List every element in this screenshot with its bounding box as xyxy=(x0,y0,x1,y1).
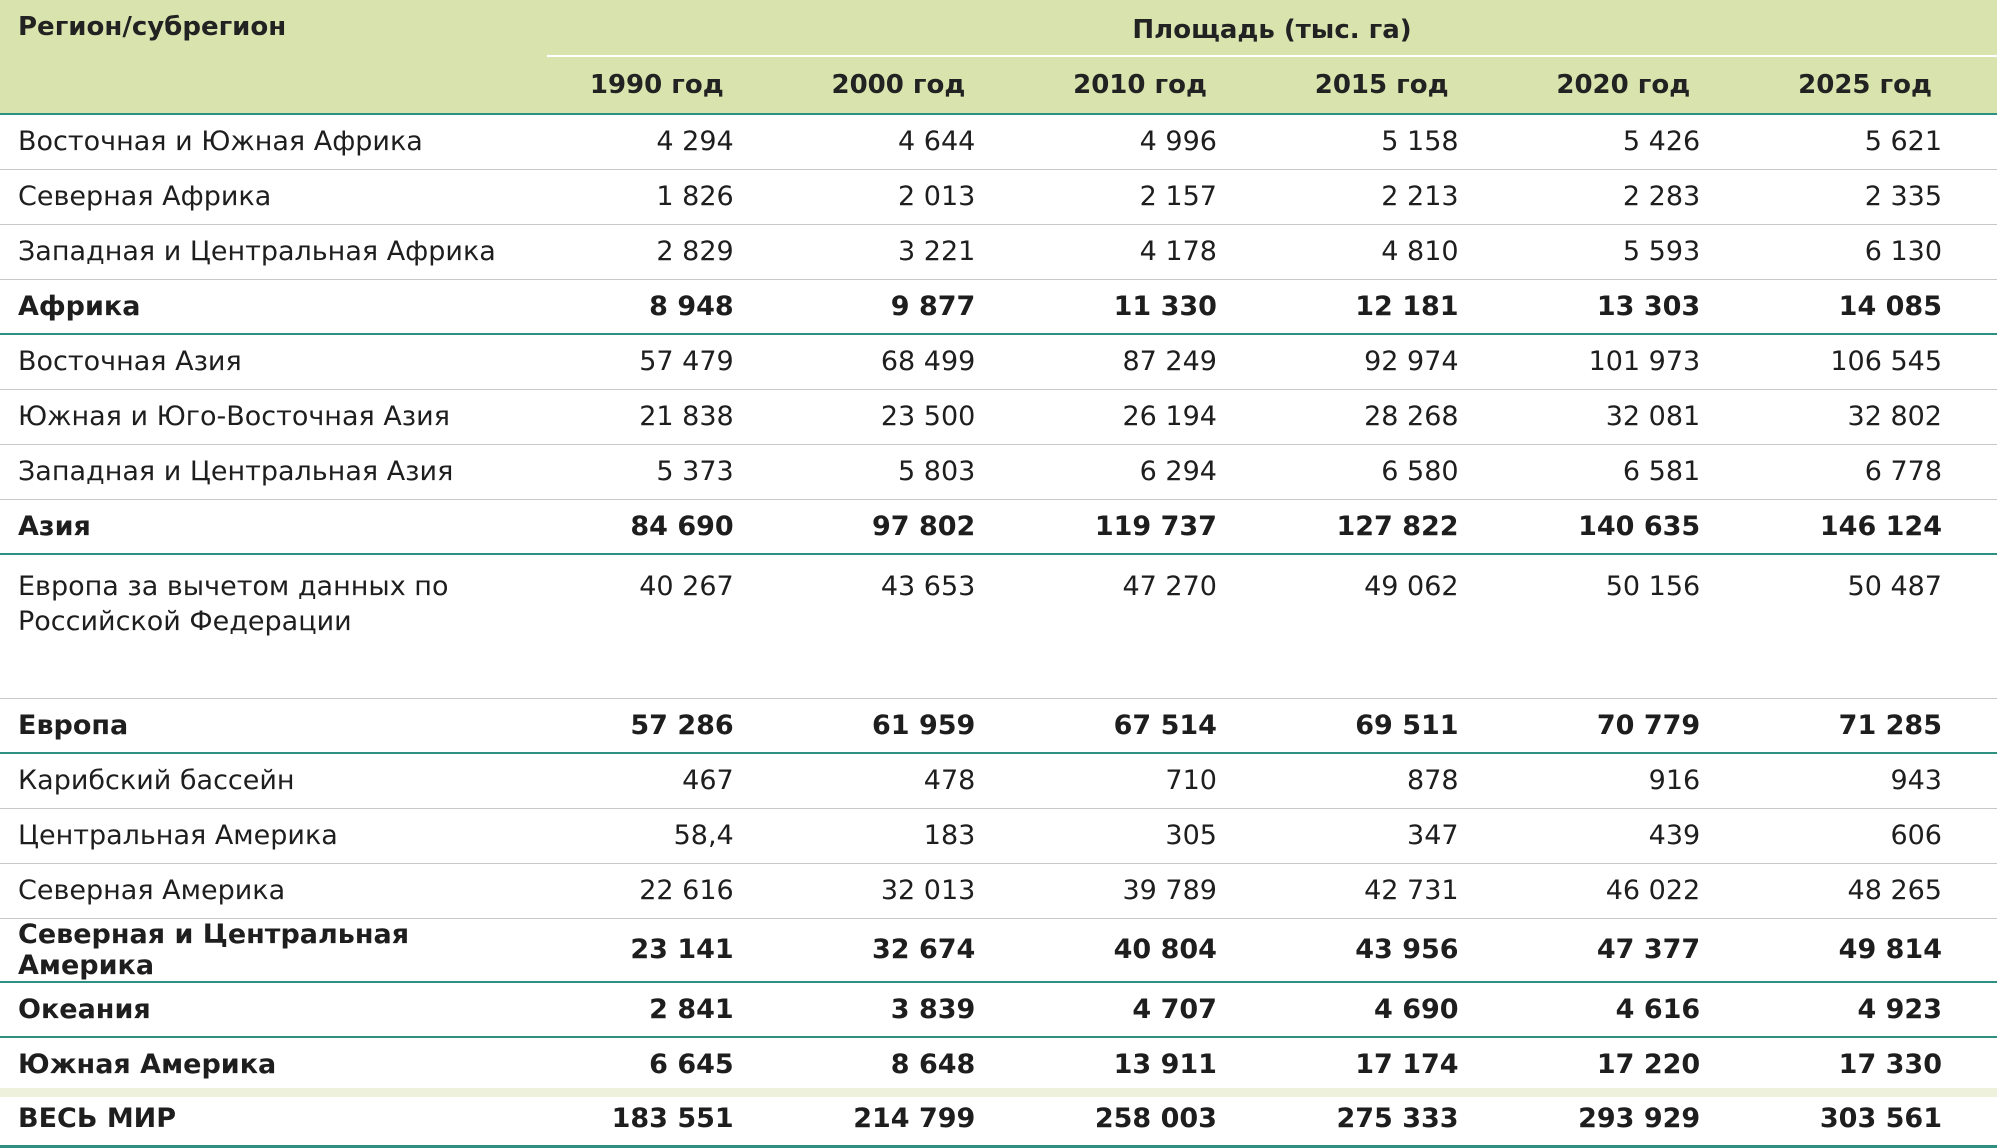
table-header xyxy=(0,0,1997,114)
area-value-cell: 4 178 xyxy=(1030,224,1272,279)
area-value-cell: 8 648 xyxy=(789,1037,1031,1092)
year-header: 2000 год xyxy=(789,56,1031,114)
area-group-header xyxy=(547,0,1997,56)
area-value-cell: 943 xyxy=(1755,753,1997,808)
region-name-cell: Африка xyxy=(0,279,547,334)
area-value-cell: 5 426 xyxy=(1514,114,1756,169)
area-value-cell: 50 487 xyxy=(1755,554,1997,698)
area-value-cell: 57 286 xyxy=(547,698,789,753)
area-value-cell: 146 124 xyxy=(1755,499,1997,554)
region-name-cell: Восточная Азия xyxy=(0,334,547,389)
area-value-cell: 23 141 xyxy=(547,918,789,982)
area-value-cell: 2 213 xyxy=(1272,169,1514,224)
area-value-cell: 347 xyxy=(1272,808,1514,863)
area-value-cell: 183 xyxy=(789,808,1031,863)
table-row xyxy=(0,863,1997,918)
area-value-cell: 275 333 xyxy=(1272,1092,1514,1147)
area-value-cell: 6 778 xyxy=(1755,444,1997,499)
area-value-cell: 92 974 xyxy=(1272,334,1514,389)
table-row xyxy=(0,753,1997,808)
total-row xyxy=(0,499,1997,554)
area-value-cell: 2 283 xyxy=(1514,169,1756,224)
area-value-cell: 87 249 xyxy=(1030,334,1272,389)
area-value-cell: 49 814 xyxy=(1755,918,1997,982)
table-body xyxy=(0,114,1997,1147)
table-row xyxy=(0,169,1997,224)
total-row xyxy=(0,279,1997,334)
area-value-cell: 32 013 xyxy=(789,863,1031,918)
area-value-cell: 101 973 xyxy=(1514,334,1756,389)
region-name-cell: Восточная и Южная Африка xyxy=(0,114,547,169)
region-name-cell: Северная Америка xyxy=(0,863,547,918)
region-name-cell: Азия xyxy=(0,499,547,554)
area-value-cell: 32 081 xyxy=(1514,389,1756,444)
area-value-cell: 6 645 xyxy=(547,1037,789,1092)
area-value-cell: 303 561 xyxy=(1755,1092,1997,1147)
table-row xyxy=(0,389,1997,444)
area-value-cell: 5 373 xyxy=(547,444,789,499)
area-value-cell: 67 514 xyxy=(1030,698,1272,753)
year-header: 2010 год xyxy=(1030,56,1272,114)
area-value-cell: 42 731 xyxy=(1272,863,1514,918)
region-name-cell: Западная и Центральная Африка xyxy=(0,224,547,279)
region-name-cell: Южная и Юго-Восточная Азия xyxy=(0,389,547,444)
area-value-cell: 97 802 xyxy=(789,499,1031,554)
area-value-cell: 12 181 xyxy=(1272,279,1514,334)
table-row xyxy=(0,334,1997,389)
area-value-cell: 6 581 xyxy=(1514,444,1756,499)
area-value-cell: 2 335 xyxy=(1755,169,1997,224)
area-value-cell: 32 802 xyxy=(1755,389,1997,444)
area-value-cell: 68 499 xyxy=(789,334,1031,389)
area-value-cell: 2 829 xyxy=(547,224,789,279)
area-value-cell: 17 220 xyxy=(1514,1037,1756,1092)
area-value-cell: 710 xyxy=(1030,753,1272,808)
area-value-cell: 5 621 xyxy=(1755,114,1997,169)
area-value-cell: 23 500 xyxy=(789,389,1031,444)
area-value-cell: 70 779 xyxy=(1514,698,1756,753)
area-value-cell: 4 690 xyxy=(1272,982,1514,1037)
area-value-cell: 5 593 xyxy=(1514,224,1756,279)
area-value-cell: 258 003 xyxy=(1030,1092,1272,1147)
area-value-cell: 39 789 xyxy=(1030,863,1272,918)
area-value-cell: 2 841 xyxy=(547,982,789,1037)
table-row xyxy=(0,444,1997,499)
area-value-cell: 43 653 xyxy=(789,554,1031,698)
total-row xyxy=(0,982,1997,1037)
region-name-cell: Европа xyxy=(0,698,547,753)
area-value-cell: 46 022 xyxy=(1514,863,1756,918)
area-value-cell: 8 948 xyxy=(547,279,789,334)
area-value-cell: 61 959 xyxy=(789,698,1031,753)
area-value-cell: 26 194 xyxy=(1030,389,1272,444)
area-value-cell: 140 635 xyxy=(1514,499,1756,554)
area-value-cell: 1 826 xyxy=(547,169,789,224)
region-column-header: Регион/субрегион xyxy=(0,0,547,114)
region-name-cell: Карибский бассейн xyxy=(0,753,547,808)
region-name-cell: Европа за вычетом данных по Российской Федерации xyxy=(0,554,547,698)
area-value-cell: 84 690 xyxy=(547,499,789,554)
area-value-cell: 183 551 xyxy=(547,1092,789,1147)
area-value-cell: 4 996 xyxy=(1030,114,1272,169)
area-value-cell: 4 923 xyxy=(1755,982,1997,1037)
area-value-cell: 43 956 xyxy=(1272,918,1514,982)
area-value-cell: 2 013 xyxy=(789,169,1031,224)
area-value-cell: 40 267 xyxy=(547,554,789,698)
area-value-cell: 127 822 xyxy=(1272,499,1514,554)
total-row xyxy=(0,1037,1997,1092)
bottom-strip xyxy=(0,1088,1997,1097)
total-row xyxy=(0,698,1997,753)
region-name-cell: Океания xyxy=(0,982,547,1037)
area-value-cell: 40 804 xyxy=(1030,918,1272,982)
year-header: 2020 год xyxy=(1514,56,1756,114)
total-row xyxy=(0,1092,1997,1147)
area-value-cell: 4 616 xyxy=(1514,982,1756,1037)
table-row xyxy=(0,224,1997,279)
area-value-cell: 22 616 xyxy=(547,863,789,918)
area-value-cell: 3 839 xyxy=(789,982,1031,1037)
area-value-cell: 478 xyxy=(789,753,1031,808)
table-row xyxy=(0,808,1997,863)
area-value-cell: 21 838 xyxy=(547,389,789,444)
area-value-cell: 58,4 xyxy=(547,808,789,863)
area-value-cell: 606 xyxy=(1755,808,1997,863)
region-name-cell: Северная Африка xyxy=(0,169,547,224)
area-value-cell: 106 545 xyxy=(1755,334,1997,389)
area-value-cell: 11 330 xyxy=(1030,279,1272,334)
region-name-cell: ВЕСЬ МИР xyxy=(0,1092,547,1147)
table-row xyxy=(0,554,1997,698)
area-value-cell: 4 644 xyxy=(789,114,1031,169)
area-value-cell: 214 799 xyxy=(789,1092,1031,1147)
region-name-cell: Южная Америка xyxy=(0,1037,547,1092)
area-value-cell: 32 674 xyxy=(789,918,1031,982)
region-name-cell: Западная и Центральная Азия xyxy=(0,444,547,499)
area-value-cell: 17 174 xyxy=(1272,1037,1514,1092)
area-value-cell: 293 929 xyxy=(1514,1092,1756,1147)
area-value-cell: 69 511 xyxy=(1272,698,1514,753)
area-value-cell: 6 580 xyxy=(1272,444,1514,499)
area-value-cell: 6 130 xyxy=(1755,224,1997,279)
area-value-cell: 47 377 xyxy=(1514,918,1756,982)
area-value-cell: 4 294 xyxy=(547,114,789,169)
area-value-cell: 878 xyxy=(1272,753,1514,808)
area-value-cell: 9 877 xyxy=(789,279,1031,334)
year-header: 1990 год xyxy=(547,56,789,114)
area-value-cell: 4 707 xyxy=(1030,982,1272,1037)
year-header: 2025 год xyxy=(1755,56,1997,114)
area-value-cell: 13 911 xyxy=(1030,1037,1272,1092)
area-value-cell: 5 803 xyxy=(789,444,1031,499)
area-group-label: Площадь (тыс. га) xyxy=(1132,14,1412,45)
area-value-cell: 13 303 xyxy=(1514,279,1756,334)
area-value-cell: 14 085 xyxy=(1755,279,1997,334)
area-value-cell: 467 xyxy=(547,753,789,808)
area-value-cell: 28 268 xyxy=(1272,389,1514,444)
area-value-cell: 3 221 xyxy=(789,224,1031,279)
year-header: 2015 год xyxy=(1272,56,1514,114)
area-value-cell: 48 265 xyxy=(1755,863,1997,918)
area-value-cell: 439 xyxy=(1514,808,1756,863)
area-value-cell: 916 xyxy=(1514,753,1756,808)
area-value-cell: 5 158 xyxy=(1272,114,1514,169)
area-value-cell: 119 737 xyxy=(1030,499,1272,554)
table-row xyxy=(0,114,1997,169)
area-value-cell: 17 330 xyxy=(1755,1037,1997,1092)
area-value-cell: 4 810 xyxy=(1272,224,1514,279)
area-value-cell: 2 157 xyxy=(1030,169,1272,224)
region-name-cell: Северная и Центральная Америка xyxy=(0,918,547,982)
area-value-cell: 47 270 xyxy=(1030,554,1272,698)
area-value-cell: 6 294 xyxy=(1030,444,1272,499)
area-value-cell: 305 xyxy=(1030,808,1272,863)
area-value-cell: 57 479 xyxy=(547,334,789,389)
area-value-cell: 50 156 xyxy=(1514,554,1756,698)
area-value-cell: 49 062 xyxy=(1272,554,1514,698)
region-name-cell: Центральная Америка xyxy=(0,808,547,863)
area-value-cell: 71 285 xyxy=(1755,698,1997,753)
total-row xyxy=(0,918,1997,982)
